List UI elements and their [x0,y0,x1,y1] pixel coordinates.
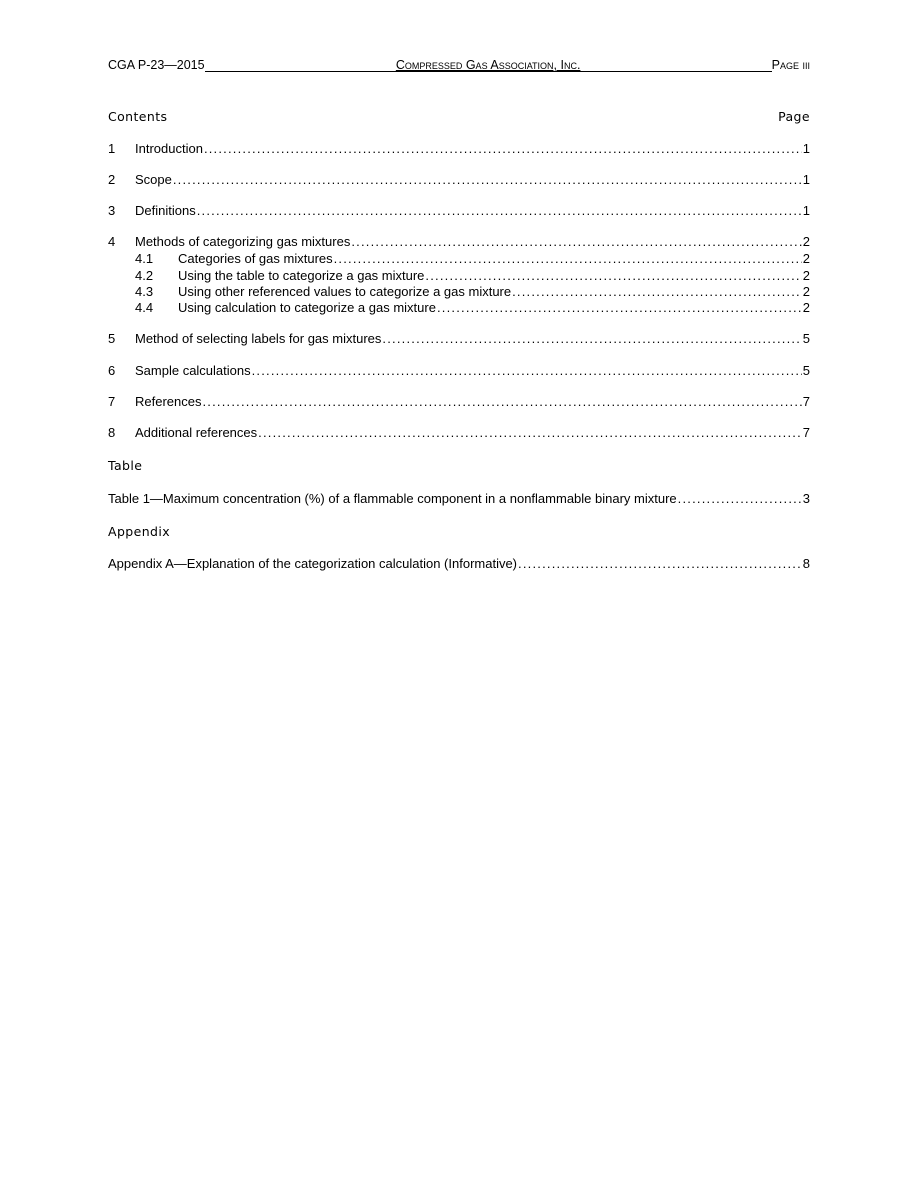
dot-leader [258,425,802,440]
toc-entry[interactable] [108,141,810,156]
appendix-page: 8 [802,556,810,571]
appendix-list-heading: Appendix [108,524,171,539]
dot-leader [382,331,801,346]
toc-subentry[interactable] [135,300,810,315]
toc-page: 1 [802,141,810,156]
contents-heading-row [108,109,810,124]
page-number-header: Page iii [771,58,810,72]
toc-subentry[interactable] [135,268,810,283]
toc-entry[interactable] [108,234,810,249]
appendix-entry[interactable] [108,556,810,571]
toc-number: 7 [108,394,116,409]
toc-page: 2 [802,284,810,299]
page-column-heading: Page [778,109,810,124]
contents-heading: Contents [108,109,168,124]
dot-leader [334,251,802,266]
toc-page: 7 [802,425,810,440]
toc-title: Method of selecting labels for gas mixtures [135,331,382,346]
toc-page: 5 [802,363,810,378]
dot-leader [425,268,801,283]
dot-leader [173,172,802,187]
toc-page: 5 [802,331,810,346]
toc-number: 4.1 [135,251,154,266]
toc-page: 2 [802,251,810,266]
toc-subentry[interactable] [135,251,810,266]
toc-entry[interactable] [108,425,810,440]
toc-number: 4 [108,234,116,249]
table-heading-row [108,458,810,473]
toc-number: 4.3 [135,284,154,299]
toc-number: 8 [108,425,116,440]
header-rule [205,59,772,72]
toc-title: Using calculation to categorize a gas mixture [178,300,436,315]
toc-subentry[interactable] [135,284,810,299]
toc-page: 1 [802,172,810,187]
table-list-heading: Table [108,458,143,473]
toc-number: 6 [108,363,116,378]
dot-leader [512,284,802,299]
table-entry[interactable] [108,491,810,506]
toc-page: 1 [802,203,810,218]
dot-leader [197,203,802,218]
toc-title: Definitions [135,203,196,218]
toc-page: 2 [802,268,810,283]
dot-leader [351,234,801,249]
toc-title: Using the table to categorize a gas mixture [178,268,425,283]
appendix-title: Appendix A—Explanation of the categorization calculation (Informative) [108,556,518,571]
toc-title: Introduction [135,141,203,156]
toc-title: Additional references [135,425,258,440]
toc-page: 2 [802,234,810,249]
dot-leader [437,300,802,315]
toc-entry[interactable] [108,172,810,187]
toc-title: Methods of categorizing gas mixtures [135,234,351,249]
toc-title: Scope [135,172,172,187]
toc-entry[interactable] [108,203,810,218]
toc-number: 4.2 [135,268,154,283]
dot-leader [204,141,802,156]
document-id: CGA P-23—2015 [108,58,205,72]
toc-entry[interactable] [108,331,810,346]
toc-entry[interactable] [108,363,810,378]
toc-number: 2 [108,172,116,187]
table-page: 3 [802,491,810,506]
toc-page: 7 [802,394,810,409]
toc-entry[interactable] [108,394,810,409]
appendix-heading-row [108,524,810,539]
toc-number: 5 [108,331,116,346]
dot-leader [678,491,802,506]
toc-page: 2 [802,300,810,315]
toc-title: Using other referenced values to categorize a gas mixture [178,284,512,299]
organization-name: Compressed Gas Association, Inc. [395,58,581,72]
toc-title: References [135,394,202,409]
toc-title: Sample calculations [135,363,251,378]
dot-leader [202,394,801,409]
dot-leader [252,363,802,378]
toc-number: 3 [108,203,116,218]
toc-title: Categories of gas mixtures [178,251,333,266]
page-header [108,54,810,72]
toc-number: 1 [108,141,116,156]
table-title: Table 1—Maximum concentration (%) of a flammable component in a nonflammable binary mixture [108,491,677,506]
dot-leader [518,556,802,571]
toc-number: 4.4 [135,300,154,315]
